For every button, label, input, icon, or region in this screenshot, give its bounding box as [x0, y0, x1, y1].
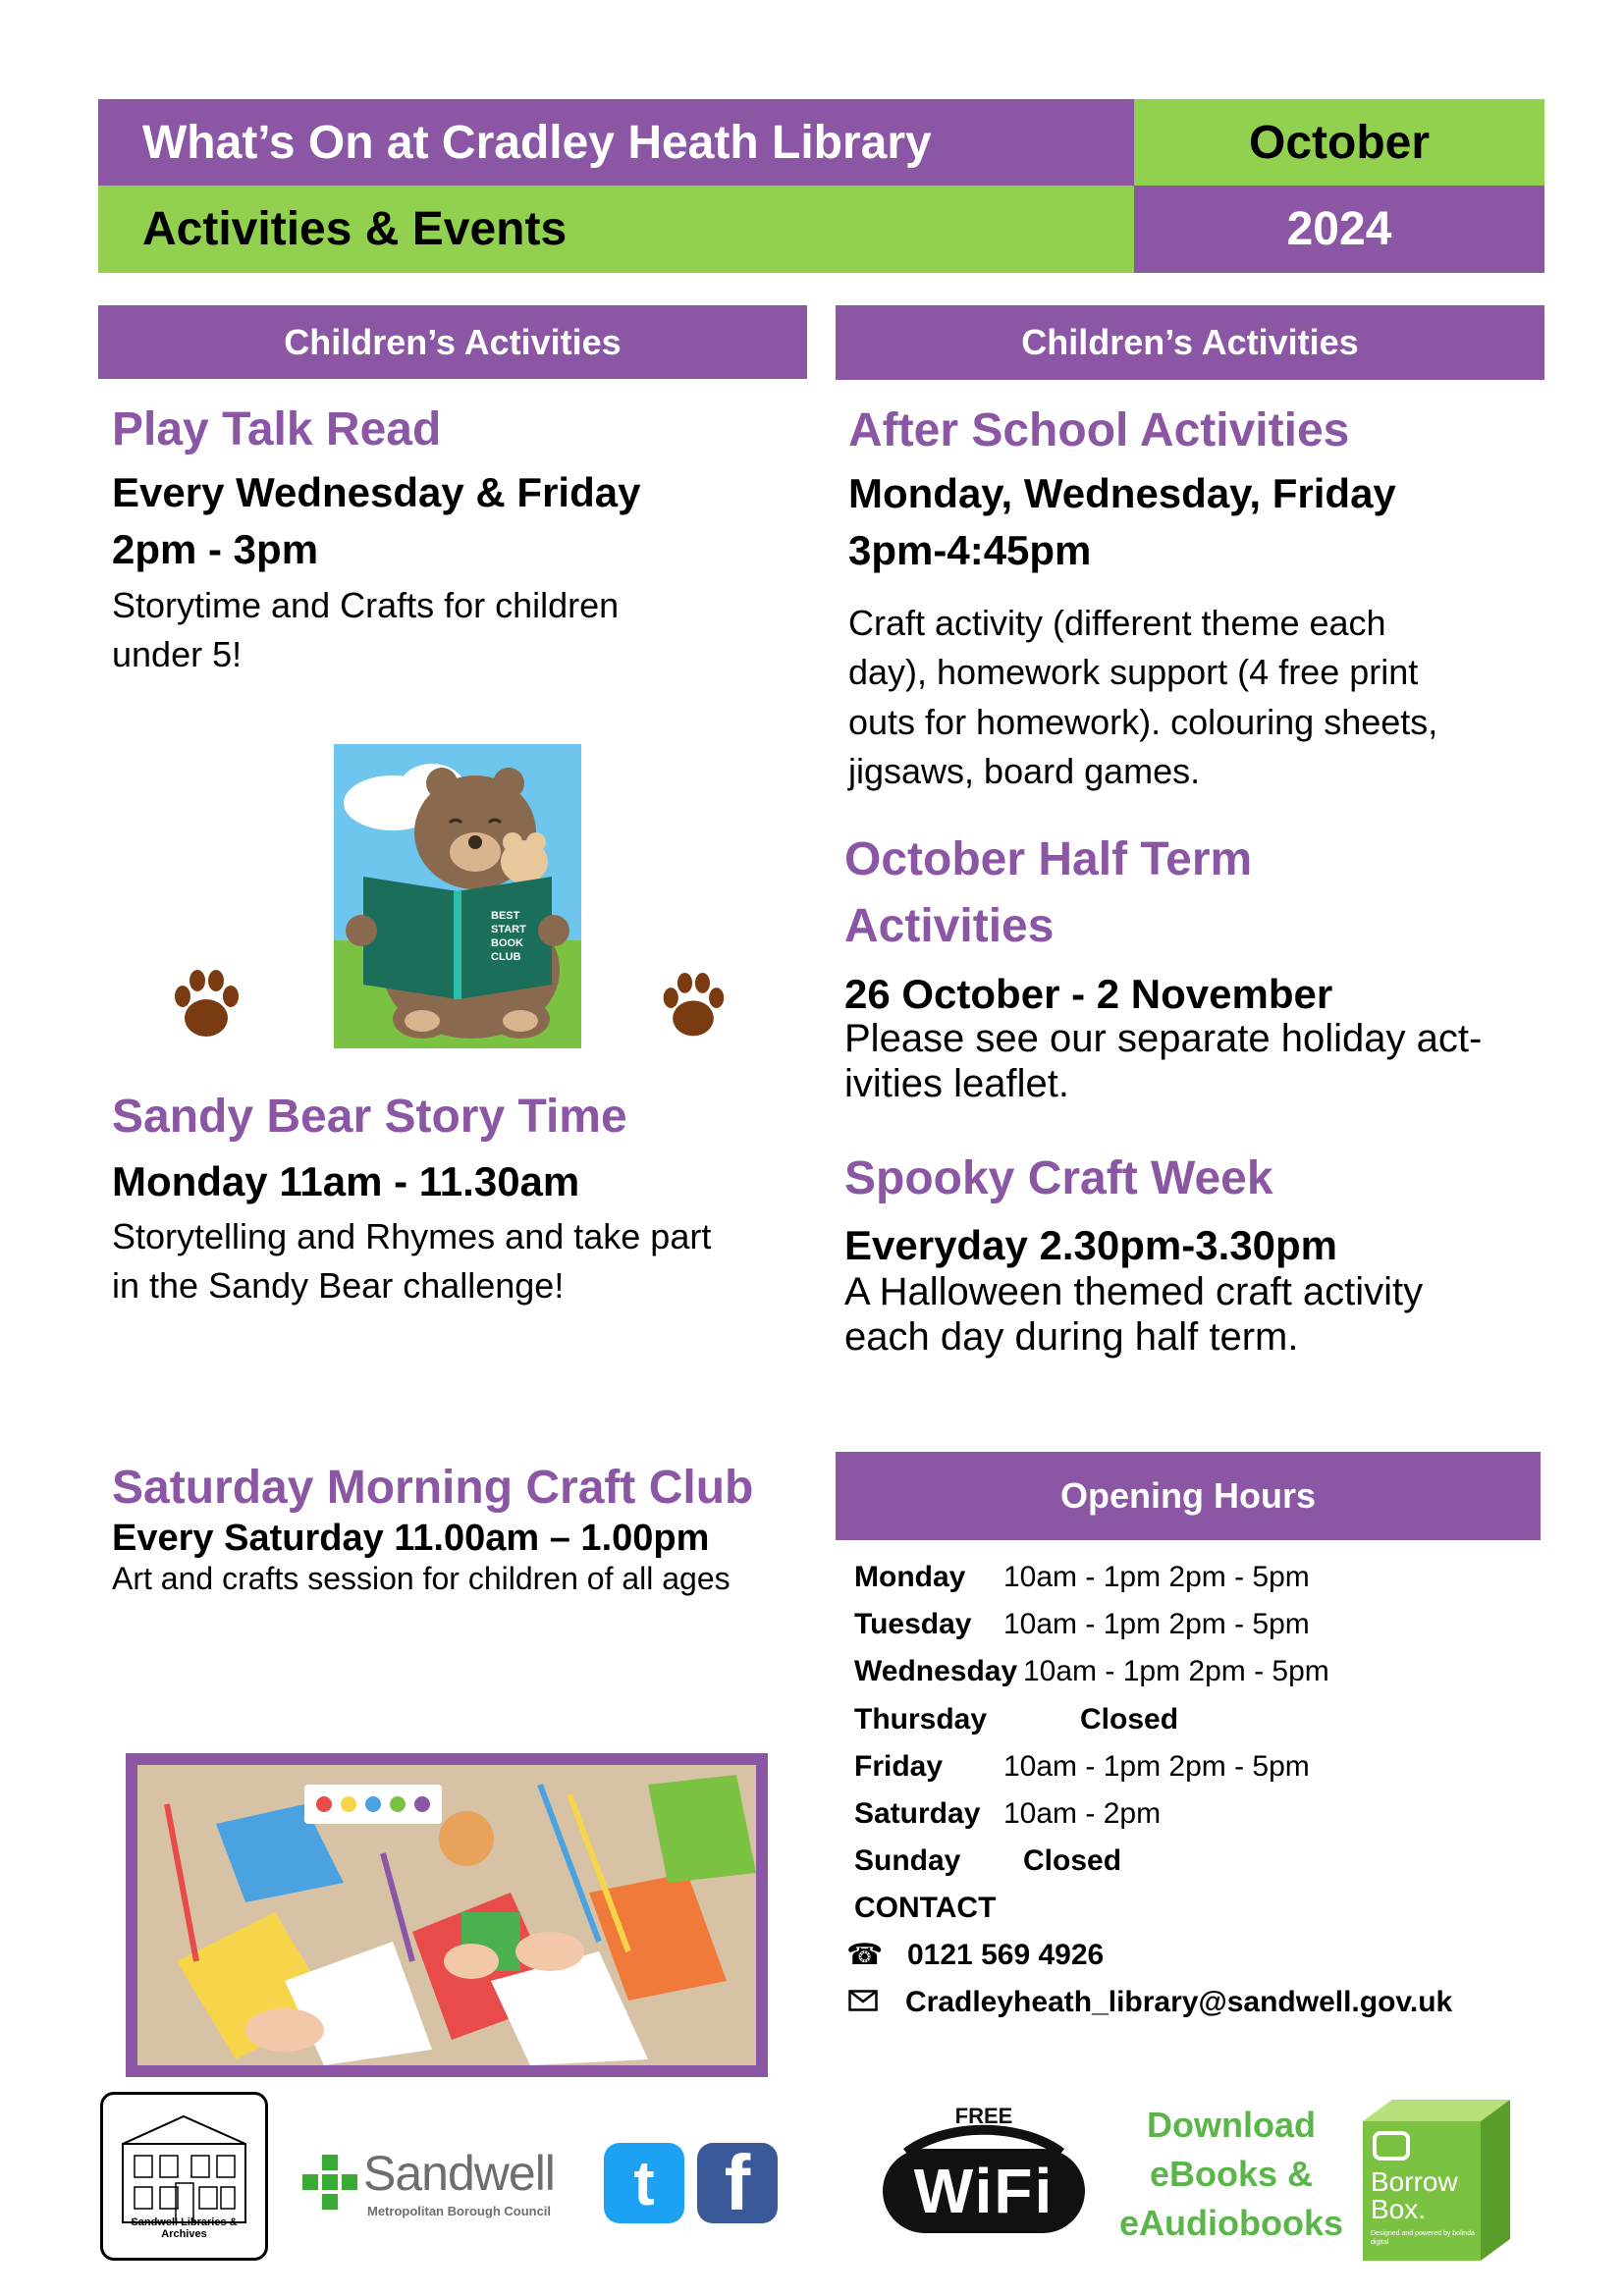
- play-talk-read-days: Every Wednesday & Friday: [112, 469, 641, 515]
- half-term-title-1: October Half Term: [844, 833, 1253, 885]
- play-talk-read-desc-2: under 5!: [112, 634, 243, 674]
- opening-hours-label: Opening Hours: [1060, 1475, 1316, 1516]
- hours-row-monday: Monday 10am - 1pm 2pm - 5pm: [854, 1561, 1310, 1593]
- wifi-free-label: FREE: [954, 2104, 1013, 2128]
- spooky-when: Everyday 2.30pm-3.30pm: [844, 1222, 1337, 1268]
- sandwell-libraries-logo: [100, 2092, 268, 2261]
- download-ebooks-text: Download eBooks & eAudiobooks: [1118, 2105, 1343, 2243]
- half-term-desc-2: ivities leaflet.: [844, 1062, 1069, 1105]
- after-school-time: 3pm-4:45pm: [848, 527, 1092, 573]
- free-wifi-icon: [877, 2104, 1091, 2243]
- after-school-desc-4: jigsaws, board games.: [848, 751, 1201, 791]
- header-month: October: [1248, 116, 1431, 169]
- play-talk-read-title: Play Talk Read: [112, 403, 442, 455]
- book-cover-line-4: CLUB: [491, 951, 521, 963]
- hours-row-wednesday: Wednesday 10am - 1pm 2pm - 5pm: [854, 1655, 1329, 1687]
- spooky-title: Spooky Craft Week: [844, 1152, 1273, 1204]
- after-school-days: Monday, Wednesday, Friday: [848, 470, 1396, 516]
- facebook-icon[interactable]: f: [697, 2143, 778, 2223]
- play-talk-read-desc-1: Storytime and Crafts for children: [112, 585, 620, 625]
- sandy-bear-title: Sandy Bear Story Time: [112, 1091, 627, 1143]
- left-section-bar: [98, 305, 807, 379]
- header-year: 2024: [1286, 203, 1392, 255]
- borrowbox-small-text: Designed and powered by bolinda digital: [1371, 2230, 1475, 2246]
- right-section-bar: [836, 305, 1544, 380]
- hours-row-friday: Friday 10am - 1pm 2pm - 5pm: [854, 1750, 1310, 1783]
- spooky-desc-1: A Halloween themed craft activity: [844, 1270, 1424, 1313]
- craft-photo: [126, 1753, 768, 2077]
- craft-club-desc: Art and crafts session for children of all ages: [112, 1561, 731, 1596]
- half-term-title-2: Activities: [844, 900, 1055, 952]
- after-school-title: After School Activities: [848, 404, 1350, 456]
- email-icon: [848, 1990, 878, 2016]
- hours-row-thursday: Thursday Closed: [854, 1703, 1179, 1735]
- book-cover-line-2: START: [491, 924, 526, 935]
- sandy-bear-when: Monday 11am - 11.30am: [112, 1158, 580, 1204]
- craft-club-when: Every Saturday 11.00am – 1.00pm: [112, 1518, 710, 1559]
- borrowbox-text: Borrow Box.: [1371, 2166, 1458, 2224]
- email-address[interactable]: Cradleyheath_library@sandwell.gov.uk: [905, 1986, 1453, 2018]
- borrowbox-logo[interactable]: [1353, 2092, 1520, 2267]
- header-title-cell: [98, 99, 1134, 186]
- header-year-cell: [1134, 186, 1544, 273]
- sandy-bear-desc-2: in the Sandy Bear challenge!: [112, 1265, 565, 1306]
- sandwell-subtitle: Metropolitan Borough Council: [367, 2204, 552, 2218]
- phone-number[interactable]: 0121 569 4926: [907, 1939, 1105, 1971]
- opening-hours-bar: [836, 1452, 1541, 1540]
- hours-row-saturday: Saturday 10am - 2pm: [854, 1797, 1162, 1830]
- book-cover-line-3: BOOK: [491, 937, 523, 949]
- craft-club-title: Saturday Morning Craft Club: [112, 1462, 754, 1514]
- best-start-book-club-image: [334, 744, 581, 1048]
- contact-label: CONTACT: [854, 1892, 997, 1924]
- page-title: What’s On at Cradley Heath Library: [142, 116, 932, 169]
- after-school-desc-1: Craft activity (different theme each: [848, 603, 1386, 643]
- header-month-cell: [1134, 99, 1544, 186]
- header-subtitle-cell: [98, 186, 1134, 273]
- wifi-label: WiFi: [913, 2156, 1055, 2226]
- paw-print-icon: [658, 970, 729, 1044]
- play-talk-read-time: 2pm - 3pm: [112, 526, 319, 572]
- book-cover-line-1: BEST: [491, 910, 520, 922]
- twitter-icon[interactable]: t: [604, 2143, 684, 2223]
- libraries-logo-text: Sandwell Libraries & Archives: [131, 2216, 238, 2240]
- spooky-desc-2: each day during half term.: [844, 1315, 1299, 1359]
- header-subtitle: Activities & Events: [142, 203, 568, 255]
- left-section-label: Children’s Activities: [284, 321, 622, 362]
- sandy-bear-desc-1: Storytelling and Rhymes and take part: [112, 1216, 712, 1256]
- half-term-dates: 26 October - 2 November: [844, 971, 1333, 1017]
- right-section-label: Children’s Activities: [1021, 322, 1359, 362]
- paw-print-icon: [169, 967, 244, 1045]
- hours-row-sunday: Sunday Closed: [854, 1844, 1122, 1877]
- sandwell-name: Sandwell: [363, 2146, 555, 2201]
- sandwell-council-logo[interactable]: [302, 2145, 572, 2223]
- after-school-desc-2: day), homework support (4 free print: [848, 652, 1419, 692]
- after-school-desc-3: outs for homework). colouring sheets,: [848, 702, 1438, 742]
- hours-row-tuesday: Tuesday 10am - 1pm 2pm - 5pm: [854, 1608, 1310, 1640]
- phone-icon: ☎: [846, 1938, 884, 1972]
- half-term-desc-1: Please see our separate holiday act-: [844, 1017, 1483, 1060]
